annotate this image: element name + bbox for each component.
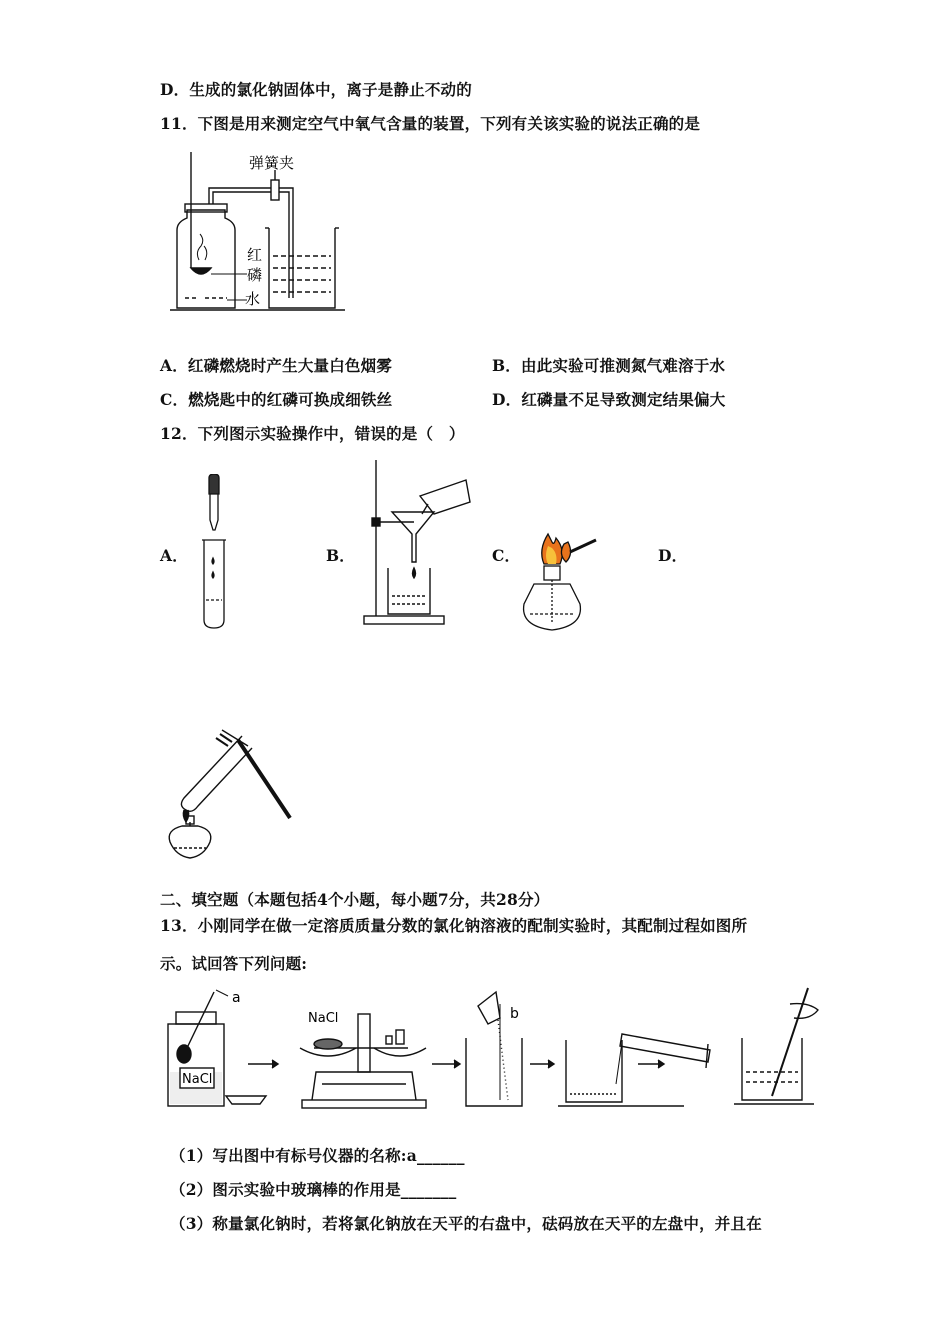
q12-c-alcohol-lamp-figure: [516, 530, 620, 636]
q11-stem: 11．下图是用来测定空气中氧气含量的装置，下列有关该实验的说法正确的是: [160, 114, 701, 133]
q10-option-d: D．生成的氯化钠固体中，离子是静止不动的: [160, 80, 472, 99]
q12-stem: 12．下列图示实验操作中，错误的是（ ）: [160, 424, 465, 443]
q13-sub3: （3）称量氯化钠时，若将氯化钠放在天平的右盘中，砝码放在天平的左盘中，并且在: [170, 1214, 762, 1233]
q11-label-phosphorus: 磷: [247, 266, 263, 284]
q11-label-red: 红: [247, 246, 263, 264]
q13-label-a: a: [232, 990, 241, 1006]
q11-label-spring-clip: 弹簧夹: [249, 154, 295, 172]
q13-sub2: （2）图示实验中玻璃棒的作用是_______: [170, 1180, 457, 1199]
q13-sub1: （1）写出图中有标号仪器的名称:a______: [170, 1146, 465, 1165]
q12-a-dropper-figure: [196, 474, 236, 630]
q12-label-b: B．: [326, 546, 356, 565]
q11-option-c: C．燃烧匙中的红磷可换成细铁丝: [160, 390, 393, 409]
q11-label-water: 水: [245, 290, 261, 308]
q13-preparation-figure: [162, 984, 822, 1112]
q12-label-c: C．: [492, 546, 521, 565]
q13-stem-line2: 示。试回答下列问题:: [160, 954, 308, 973]
q12-d-heating-tube-figure: [160, 726, 300, 864]
q11-option-a: A．红磷燃烧时产生大量白色烟雾: [160, 356, 393, 375]
q13-label-b: b: [510, 1006, 519, 1022]
q12-b-filtration-figure: [358, 458, 474, 628]
q13-label-nacl-balance: NaCl: [308, 1011, 339, 1026]
q11-option-d: D．红磷量不足导致测定结果偏大: [492, 390, 726, 409]
q12-label-a: A．: [160, 546, 188, 565]
q11-option-b: B．由此实验可推测氮气难溶于水: [492, 356, 726, 375]
q13-label-nacl-jar: NaCl: [182, 1072, 213, 1087]
q12-label-d: D．: [658, 546, 688, 565]
q13-stem-line1: 13．小刚同学在做一定溶质质量分数的氯化钠溶液的配制实验时，其配制过程如图所: [160, 916, 748, 935]
section2-heading: 二、填空题（本题包括4个小题，每小题7分，共28分）: [160, 890, 550, 909]
q11-apparatus-figure: [165, 148, 355, 316]
